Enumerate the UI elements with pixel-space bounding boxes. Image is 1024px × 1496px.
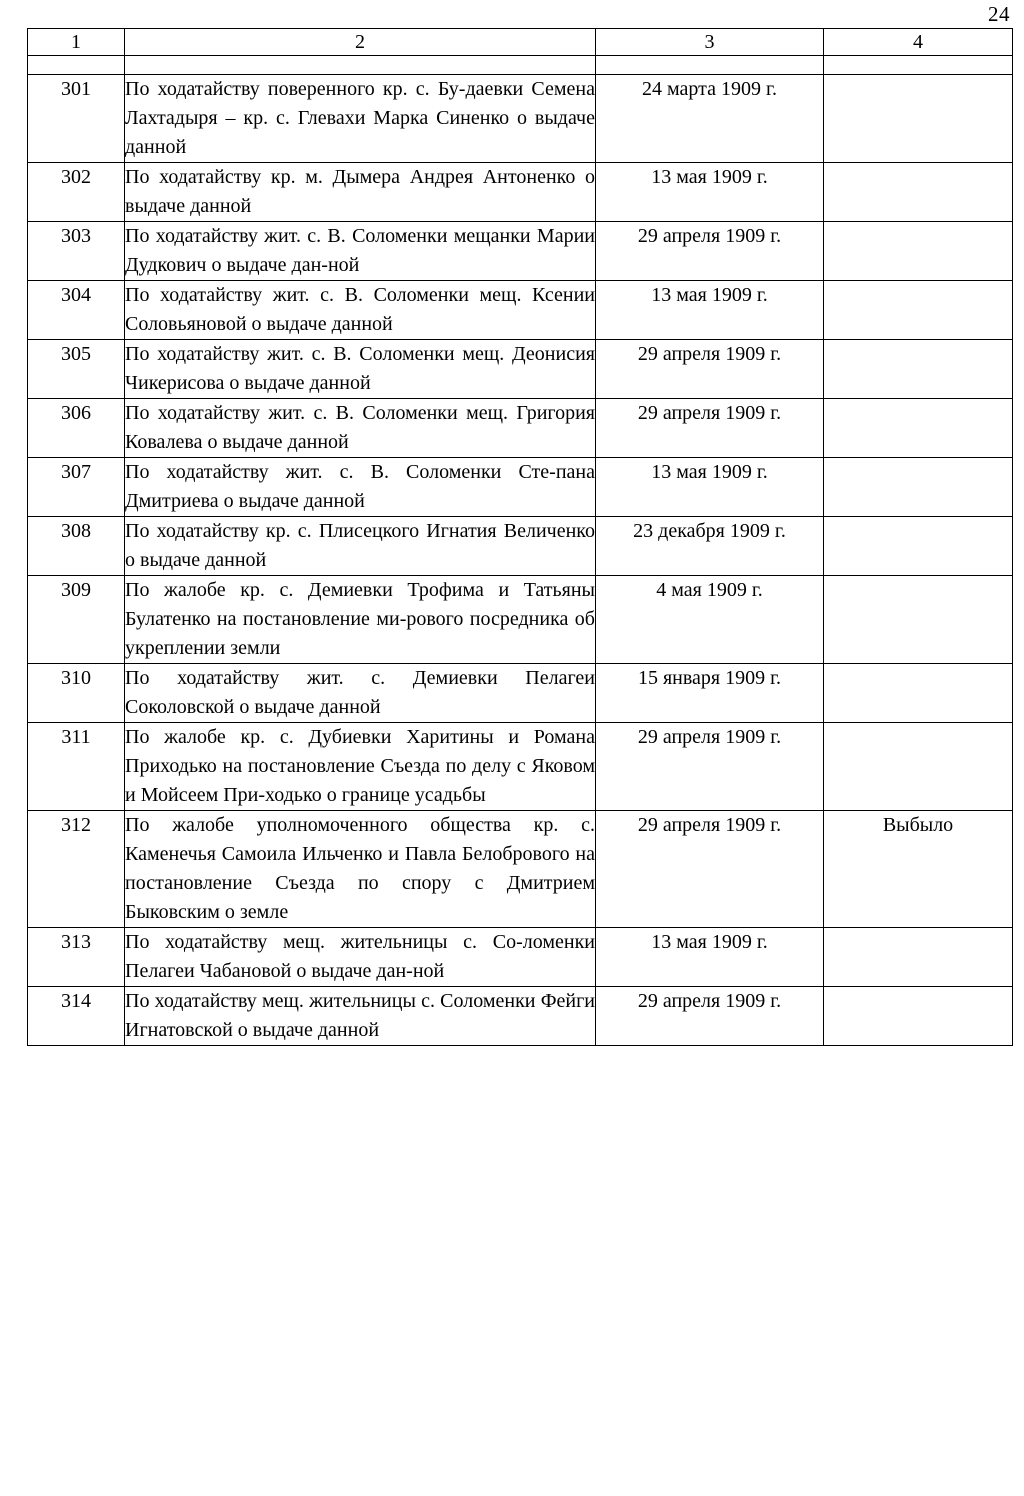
record-date: 29 апреля 1909 г.: [596, 987, 824, 1046]
table-row: [28, 723, 1013, 811]
record-number: 311: [28, 723, 125, 811]
record-date: 29 апреля 1909 г.: [596, 399, 824, 458]
record-description: По ходатайству поверенного кр. с. Бу-даевки Семена Лахтадыря – кр. с. Глевахи Марка Синенко о выдаче данной: [125, 75, 596, 163]
table-row: [28, 987, 1013, 1046]
record-date: 13 мая 1909 г.: [596, 928, 824, 987]
record-date: 29 апреля 1909 г.: [596, 723, 824, 811]
record-number: 305: [28, 340, 125, 399]
record-note: [824, 928, 1013, 987]
record-description: По ходатайству жит. с. В. Соломенки мещанки Марии Дудкович о выдаче дан-ной: [125, 222, 596, 281]
record-number: 301: [28, 75, 125, 163]
record-note: [824, 458, 1013, 517]
record-description: По ходатайству кр. м. Дымера Андрея Антоненко о выдаче данной: [125, 163, 596, 222]
column-header-3: 3: [596, 29, 824, 56]
table-header-row: [28, 29, 1013, 56]
table-row: [28, 281, 1013, 340]
record-date: 13 мая 1909 г.: [596, 163, 824, 222]
record-number: 314: [28, 987, 125, 1046]
table-row: [28, 517, 1013, 576]
record-number: 309: [28, 576, 125, 664]
record-number: 302: [28, 163, 125, 222]
page-number: 24: [988, 2, 1010, 26]
record-description: По ходатайству жит. с. В. Соломенки мещ. Григория Ковалева о выдаче данной: [125, 399, 596, 458]
table-row: [28, 928, 1013, 987]
record-description: По ходатайству мещ. жительницы с. Соломенки Фейги Игнатовской о выдаче данной: [125, 987, 596, 1046]
record-note: [824, 281, 1013, 340]
register-table: [27, 28, 1013, 1046]
record-description: По ходатайству кр. с. Плисецкого Игнатия Величенко о выдаче данной: [125, 517, 596, 576]
record-note: [824, 222, 1013, 281]
record-description: По ходатайству жит. с. В. Соломенки мещ. Ксении Соловьяновой о выдаче данной: [125, 281, 596, 340]
record-note: Выбыло: [824, 811, 1013, 928]
record-date: 23 декабря 1909 г.: [596, 517, 824, 576]
record-date: 24 марта 1909 г.: [596, 75, 824, 163]
record-description: По жалобе кр. с. Дубиевки Харитины и Романа Приходько на постановление Съезда по делу с Яковом и Мойсеем При-ходько о границе усадьбы: [125, 723, 596, 811]
table-row: [28, 399, 1013, 458]
record-description: По ходатайству жит. с. Демиевки Пелагеи Соколовской о выдаче данной: [125, 664, 596, 723]
column-header-2: 2: [125, 29, 596, 56]
record-date: 15 января 1909 г.: [596, 664, 824, 723]
spacer-cell-1: [28, 56, 125, 75]
table-row: [28, 576, 1013, 664]
record-number: 303: [28, 222, 125, 281]
table-row: [28, 222, 1013, 281]
column-header-1: 1: [28, 29, 125, 56]
record-note: [824, 399, 1013, 458]
record-number: 307: [28, 458, 125, 517]
table-header: [28, 29, 1013, 56]
table-body: [28, 56, 1013, 1046]
record-date: 13 мая 1909 г.: [596, 281, 824, 340]
record-description: По ходатайству жит. с. В. Соломенки мещ. Деонисия Чикерисова о выдаче данной: [125, 340, 596, 399]
record-note: [824, 517, 1013, 576]
record-date: 29 апреля 1909 г.: [596, 340, 824, 399]
record-number: 308: [28, 517, 125, 576]
record-date: 13 мая 1909 г.: [596, 458, 824, 517]
table-row: [28, 340, 1013, 399]
record-note: [824, 664, 1013, 723]
table-row: [28, 163, 1013, 222]
record-number: 312: [28, 811, 125, 928]
spacer-cell-3: [596, 56, 824, 75]
record-date: 29 апреля 1909 г.: [596, 222, 824, 281]
spacer-cell-4: [824, 56, 1013, 75]
table-row: [28, 664, 1013, 723]
record-note: [824, 163, 1013, 222]
spacer-cell-2: [125, 56, 596, 75]
record-number: 313: [28, 928, 125, 987]
record-note: [824, 987, 1013, 1046]
record-note: [824, 576, 1013, 664]
record-date: 29 апреля 1909 г.: [596, 811, 824, 928]
record-description: По ходатайству жит. с. В. Соломенки Сте-пана Дмитриева о выдаче данной: [125, 458, 596, 517]
record-description: По жалобе кр. с. Демиевки Трофима и Татьяны Булатенко на постановление ми-рового посредника об укреплении земли: [125, 576, 596, 664]
table-row: [28, 458, 1013, 517]
record-description: По жалобе уполномоченного общества кр. с. Каменечья Самоила Ильченко и Павла Белобрового на постановление Съезда по спору с Дмитрием Быковским о земле: [125, 811, 596, 928]
column-header-4: 4: [824, 29, 1013, 56]
record-number: 304: [28, 281, 125, 340]
record-description: По ходатайству мещ. жительницы с. Со-ломенки Пелагеи Чабановой о выдаче дан-ной: [125, 928, 596, 987]
record-number: 310: [28, 664, 125, 723]
record-note: [824, 340, 1013, 399]
table-spacer-row: [28, 56, 1013, 75]
record-number: 306: [28, 399, 125, 458]
record-note: [824, 723, 1013, 811]
table-row: [28, 811, 1013, 928]
record-date: 4 мая 1909 г.: [596, 576, 824, 664]
table-row: [28, 75, 1013, 163]
record-note: [824, 75, 1013, 163]
